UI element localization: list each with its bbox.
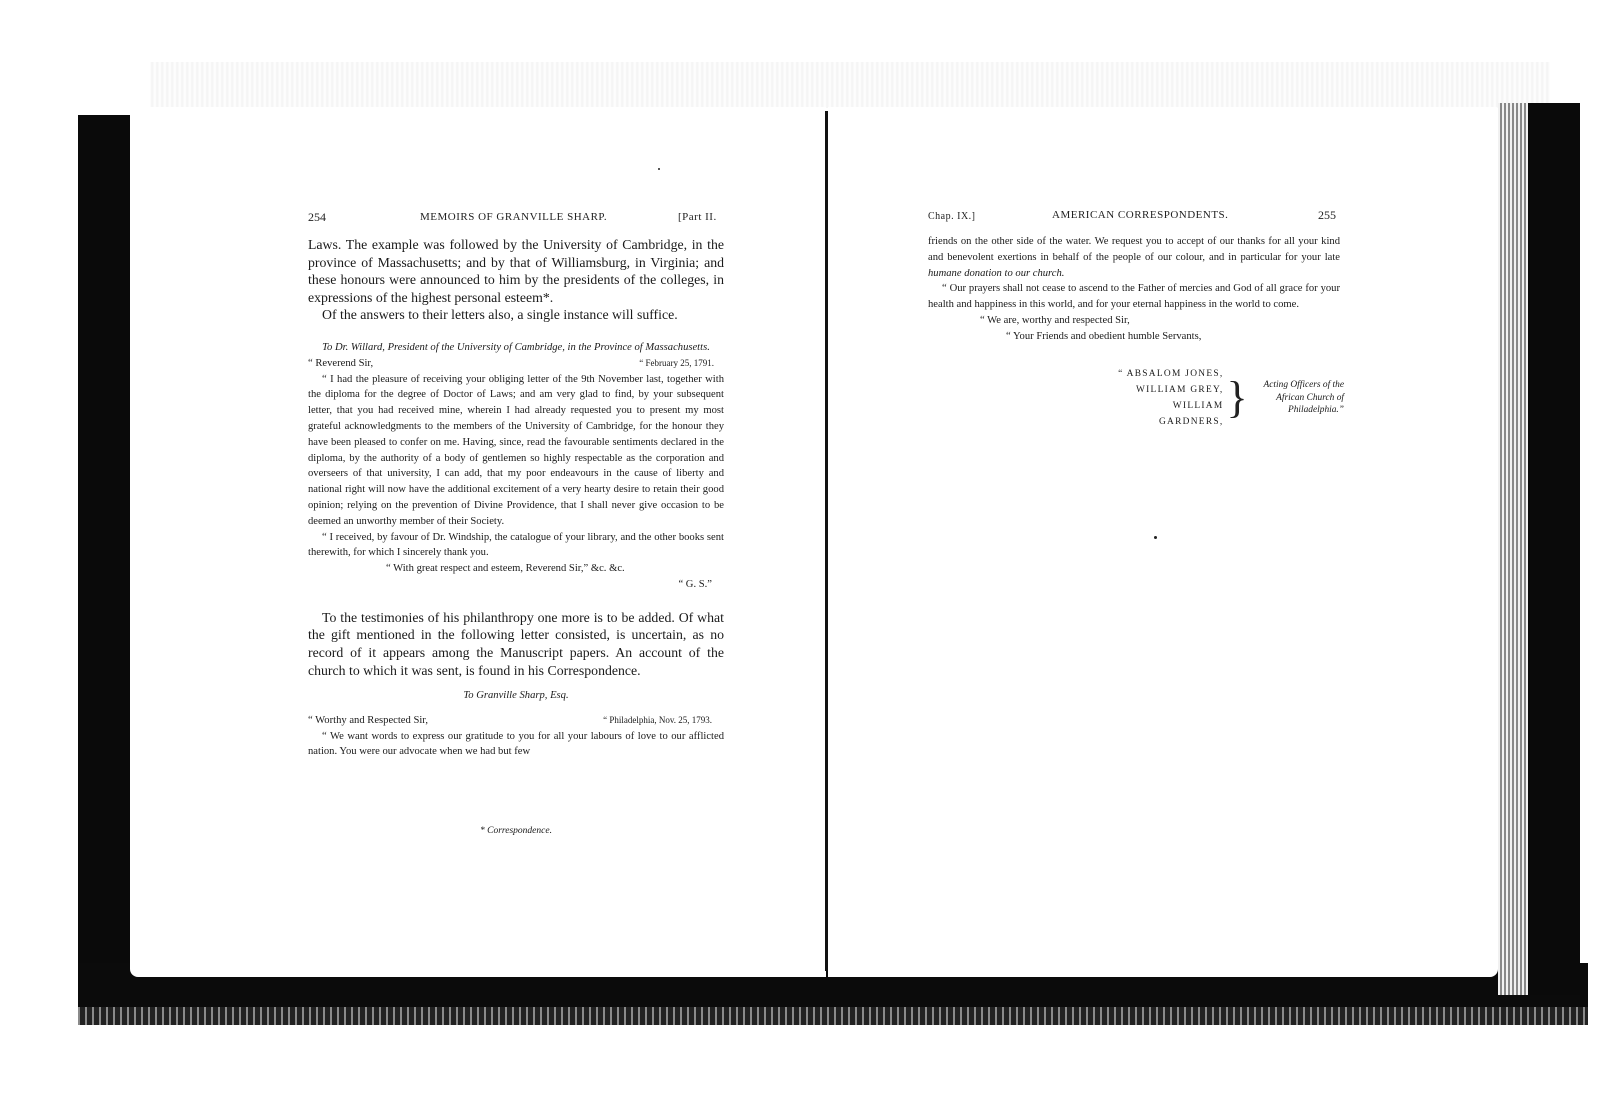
right-chapter-label: Chap. IX.]: [928, 211, 976, 222]
right-paragraph-1-text: friends on the other side of the water. We request you to accept of our thanks for all your kind and benevolent exertions in behalf of the people of our colour, and in particular for your late: [928, 236, 1340, 263]
letter-1-salutation: “ Reverend Sir,: [308, 357, 374, 369]
letter-1-address: To Dr. Willard, President of the University of Cambridge, in the Province of Massachusetts.: [322, 341, 710, 353]
right-page-text: [928, 234, 1340, 345]
letter-2-address: To Granville Sharp, Esq.: [463, 690, 569, 702]
left-paragraph-3: To the testimonies of his philanthropy one more is to be added. Of what the gift mentioned in the following letter consisted, is uncertain, as no record of it appears among the Manuscript papers. An account of the church to which it was sent, is found in his Correspondence.: [308, 609, 724, 678]
scan-speck: [658, 168, 660, 170]
book-right-edge: [1498, 103, 1580, 995]
signers-title: [1250, 379, 1344, 417]
letter-1-body-1: “ I had the pleasure of receiving your obliging letter of the 9th November last, together with the diploma for the degree of Doctor of Laws; and am very glad to find, by your subsequent letter, that you had received mine, wherein I had already requested you to present my most grateful acknowledgments to the members of the University of Cambridge, for the honour they have been pleased to confer on me. Having, since, read the favourable sentiments declared in the diploma, by the authority of a body of gentlemen so highly respectable as the corporation and overseers of that university, I can add, that my poor endeavours in the cause of liberty and national right will now have the additional excitement of a very hearty desire to retain their good opinion; relying on the prevention of Divine Providence, that I shall never give occasion to be deemed an unworthy member of their Society.: [308, 373, 724, 527]
right-page-number: 255: [1318, 208, 1336, 222]
letter-1-signature: “ G. S.”: [678, 578, 712, 590]
letter-2-header: [308, 713, 724, 729]
right-running-head: AMERICAN CORRESPONDENTS.: [1052, 209, 1229, 221]
right-closing-1: “ We are, worthy and respected Sir,: [980, 314, 1130, 326]
right-paragraph-2: “ Our prayers shall not cease to ascend to the Father of mercies and God of all grace for your health and happiness in this world, and for your eternal happiness in the world to come.: [928, 283, 1340, 311]
open-book: [78, 103, 1600, 1025]
signers-block: [1108, 366, 1344, 430]
signers-title-line-3: Philadelphia.”: [1288, 405, 1344, 416]
book-gutter: [825, 111, 828, 971]
letter-2-salutation: “ Worthy and Respected Sir,: [308, 714, 429, 726]
signers-title-line-2: African Church of: [1276, 392, 1344, 403]
brace-glyph: }: [1226, 373, 1248, 422]
letter-2-body: “ We want words to express our gratitude to you for all your labours of love to our afflicted nation. You were our advocate when we had but few: [308, 730, 724, 758]
left-part-label: [Part II.: [678, 211, 717, 223]
letter-1-date: “ February 25, 1791.: [639, 357, 714, 368]
left-page-number: 254: [308, 210, 326, 224]
signer-3: WILLIAM GARDNERS,: [1158, 401, 1224, 427]
signer-1: “ ABSALOM JONES,: [1118, 369, 1224, 379]
signers-title-line-1: Acting Officers of the: [1263, 380, 1344, 391]
right-closing-2: “ Your Friends and obedient humble Servants,: [1006, 330, 1202, 342]
scan-noise-top: [150, 62, 1550, 108]
signer-names: [1108, 366, 1224, 430]
left-running-head: MEMOIRS OF GRANVILLE SHARP.: [420, 211, 608, 223]
left-page-text: [308, 236, 724, 760]
left-paragraph-1: Laws. The example was followed by the University of Cambridge, in the province of Massachusetts; and by that of Williamsburg, in Virginia; and these honours were announced to him by the presidents of the colleges, in expressions of the highest personal esteem*.: [308, 237, 724, 305]
scan-speck: [1154, 536, 1157, 539]
right-paragraph-1: [928, 234, 1340, 281]
letter-2-date: “ Philadelphia, Nov. 25, 1793.: [603, 714, 712, 725]
letter-1-body-2: “ I received, by favour of Dr. Windship, the catalogue of your library, and the other books sent therewith, for which I sincerely thank you.: [308, 531, 724, 559]
letter-1-header: [308, 356, 724, 372]
left-paragraph-2: Of the answers to their letters also, a single instance will suffice.: [322, 307, 678, 323]
right-paragraph-1-italic: humane donation to our church.: [928, 267, 1065, 279]
left-footnote: * Correspondence.: [480, 826, 552, 836]
letter-1-closing: “ With great respect and esteem, Reverend Sir,” &c. &c.: [386, 563, 625, 575]
signer-2: WILLIAM GREY,: [1135, 385, 1224, 395]
